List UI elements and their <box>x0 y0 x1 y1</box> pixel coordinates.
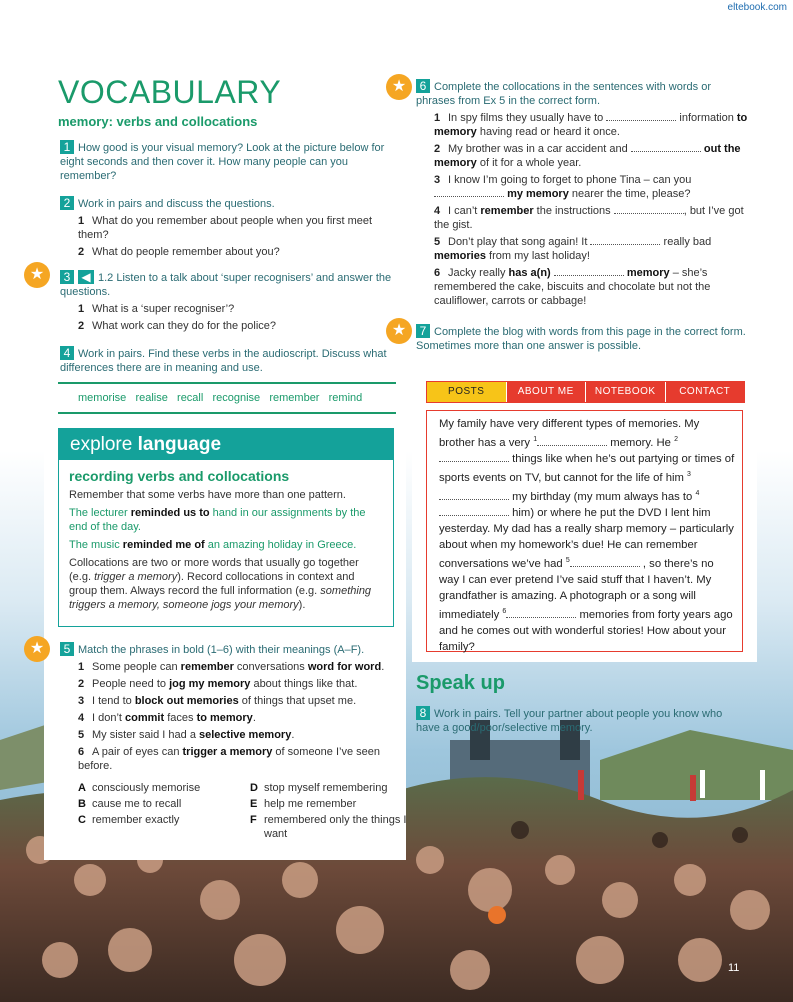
question-item: 2 What do people remember about you? <box>78 246 280 258</box>
exercise-1-instruction: How good is your visual memory? Look at the picture below for eight seconds and then cover it. How many people can you remember? <box>60 142 385 182</box>
sentence-item: 2 People need to jog my memory about things like that. <box>78 678 358 690</box>
sentence-item: 3 I tend to block out memories of things that upset me. <box>78 695 357 707</box>
verbs-list: memorise realise recall recognise remember remind <box>78 392 363 404</box>
tab-about-me[interactable]: ABOUT ME <box>506 382 586 402</box>
exercise-number: 4 <box>60 346 74 360</box>
star-icon: ★ <box>386 74 412 100</box>
answer-blank[interactable] <box>570 557 640 567</box>
exercise-6 <box>416 79 750 311</box>
sentence-item: 5 Don’t play that song again! It really bad memories from my last holiday! <box>434 236 712 262</box>
explore-language-header <box>58 428 394 460</box>
sentence-item: 5 My sister said I had a selective memory. <box>78 729 295 741</box>
sentence-item: 4 I can’t remember the instructions , but I’ve got the gist. <box>434 205 744 231</box>
sentence-item: 6 A pair of eyes can trigger a memory of someone I’ve seen before. <box>78 746 380 772</box>
answer-blank[interactable] <box>434 187 504 197</box>
exercise-7-instruction: Complete the blog with words from this page in the correct form. Sometimes more than one answer is possible. <box>416 326 746 352</box>
exercise-4 <box>60 346 396 375</box>
explore-example: The lecturer reminded us to hand in our assignments by the end of the day. <box>69 507 366 533</box>
explore-subtitle: recording verbs and collocations <box>69 468 290 484</box>
exercise-7 <box>416 324 750 353</box>
exercise-2 <box>60 196 396 262</box>
exercise-8-instruction: Work in pairs. Tell your partner about people you know who have a good/poor/selective memory. <box>416 708 723 734</box>
sentence-item: 3 I know I’m going to forget to phone Tina – can you my memory nearer the time, please? <box>434 174 692 200</box>
question-item: 1 What is a ‘super recogniser’? <box>78 303 235 315</box>
ex6-sentences <box>416 111 750 308</box>
answer-blank[interactable] <box>537 436 607 446</box>
exercise-number: 7 <box>416 324 430 338</box>
sentence-item: 6 Jacky really has a(n) memory – she’s remembered the cake, biscuits and chocolate but not the cauliflower, carrots or cabbage! <box>434 267 711 307</box>
page-number: 11 <box>728 962 740 974</box>
star-icon: ★ <box>24 262 50 288</box>
tab-contact[interactable]: CONTACT <box>665 382 745 402</box>
exercise-number: 1 <box>60 140 74 154</box>
exercise-5 <box>60 642 407 841</box>
exercise-8 <box>416 706 746 735</box>
audio-icon[interactable]: ◀ <box>78 270 94 284</box>
answer-blank[interactable] <box>506 608 576 618</box>
answer-blank[interactable] <box>614 204 684 214</box>
tab-notebook[interactable]: NOTEBOOK <box>585 382 665 402</box>
exercise-number: 2 <box>60 196 74 210</box>
exercise-number: 5 <box>60 642 74 656</box>
blog-panel <box>412 372 757 662</box>
meaning-item: D stop myself remembering <box>250 782 388 794</box>
explore-paragraph: Collocations are two or more words that usually go together (e.g. trigger a memory). Record collocations in context and group them. Always record the full information (e.g. something triggers a memory, someone jogs your memory). <box>69 557 372 611</box>
meaning-item: C remember exactly <box>78 814 180 826</box>
speak-up-title: Speak up <box>416 672 505 694</box>
explore-example: The music reminded me of an amazing holiday in Greece. <box>69 539 357 551</box>
sentence-item: 1 Some people can remember conversations word for word. <box>78 661 385 673</box>
site-watermark: eltebook.com <box>727 2 787 13</box>
exercise-1 <box>60 140 396 183</box>
blog-post-frame <box>426 410 743 652</box>
verbs-box <box>58 382 396 414</box>
exercise-2-instruction: Work in pairs and discuss the questions. <box>78 198 275 210</box>
audio-track: 1.2 <box>98 272 114 284</box>
explore-title-b: language <box>137 434 222 455</box>
exercise-number: 8 <box>416 706 430 720</box>
answer-blank[interactable] <box>439 506 509 516</box>
exercise-number: 3 <box>60 270 74 284</box>
question-item: 2 What work can they do for the police? <box>78 320 277 332</box>
exercise-3 <box>60 270 396 336</box>
answer-blank[interactable] <box>439 490 509 500</box>
page-title: VOCABULARY <box>58 74 282 110</box>
answer-blank[interactable] <box>606 111 676 121</box>
answer-blank[interactable] <box>439 452 509 462</box>
meaning-item: A consciously memorise <box>78 782 201 794</box>
explore-language-box <box>58 460 394 627</box>
sentence-item: 4 I don’t commit faces to memory. <box>78 712 256 724</box>
exercise-4-instruction: Work in pairs. Find these verbs in the audioscript. Discuss what differences there are in meaning and use. <box>60 348 387 374</box>
answer-blank[interactable] <box>631 142 701 152</box>
tab-posts[interactable]: POSTS <box>427 382 506 402</box>
meaning-item: B cause me to recall <box>78 798 182 810</box>
meaning-item: E help me remember <box>250 798 357 810</box>
answer-blank[interactable] <box>590 235 660 245</box>
blog-tabs <box>426 381 745 403</box>
exercise-5-instruction: Match the phrases in bold (1–6) with their meanings (A–F). <box>78 644 365 656</box>
sentence-item: 1 In spy films they usually have to information to memory having read or heard it once. <box>434 112 748 138</box>
star-icon: ★ <box>386 318 412 344</box>
meaning-item: F remembered only the things I want <box>250 814 407 840</box>
ex5-meanings <box>60 781 407 841</box>
blog-post-text: My family have very different types of memories. My brother has a very $^1$ memory. He $^2$ things like when he’s out partying or times of sports events on TV, but cannot for the life of him $^3$ my birthday (my mum always has to $^4$ him) or where he put the DVD I lent him yesterday. My dad has a really sharp memory – particularly about when my homework’s due! He can remember conversations we’ve had $^5$ , so there’s no way I can ever pretend I’ve said stuff that I haven’t. My grandfather is amazing. A photograph or a song will immediately $^6$ memories from forty years ago and he comes out with wonderful stories! How about your family? <box>439 418 735 654</box>
exercise-3-instruction: Listen to a talk about ‘super recognisers’ and answer the questions. <box>60 272 392 298</box>
star-icon: ★ <box>24 636 50 662</box>
page-subtitle: memory: verbs and collocations <box>58 114 258 129</box>
explore-title-a: explore <box>70 434 138 455</box>
explore-paragraph: Remember that some verbs have more than one pattern. <box>69 489 346 501</box>
question-item: 1 What do you remember about people when you first meet them? <box>78 215 373 241</box>
sentence-item: 2 My brother was in a car accident and out the memory of it for a whole year. <box>434 143 741 169</box>
ex5-sentences <box>60 660 400 773</box>
answer-blank[interactable] <box>554 266 624 276</box>
exercise-number: 6 <box>416 79 430 93</box>
exercise-6-instruction: Complete the collocations in the sentences with words or phrases from Ex 5 in the correct form. <box>416 81 711 107</box>
